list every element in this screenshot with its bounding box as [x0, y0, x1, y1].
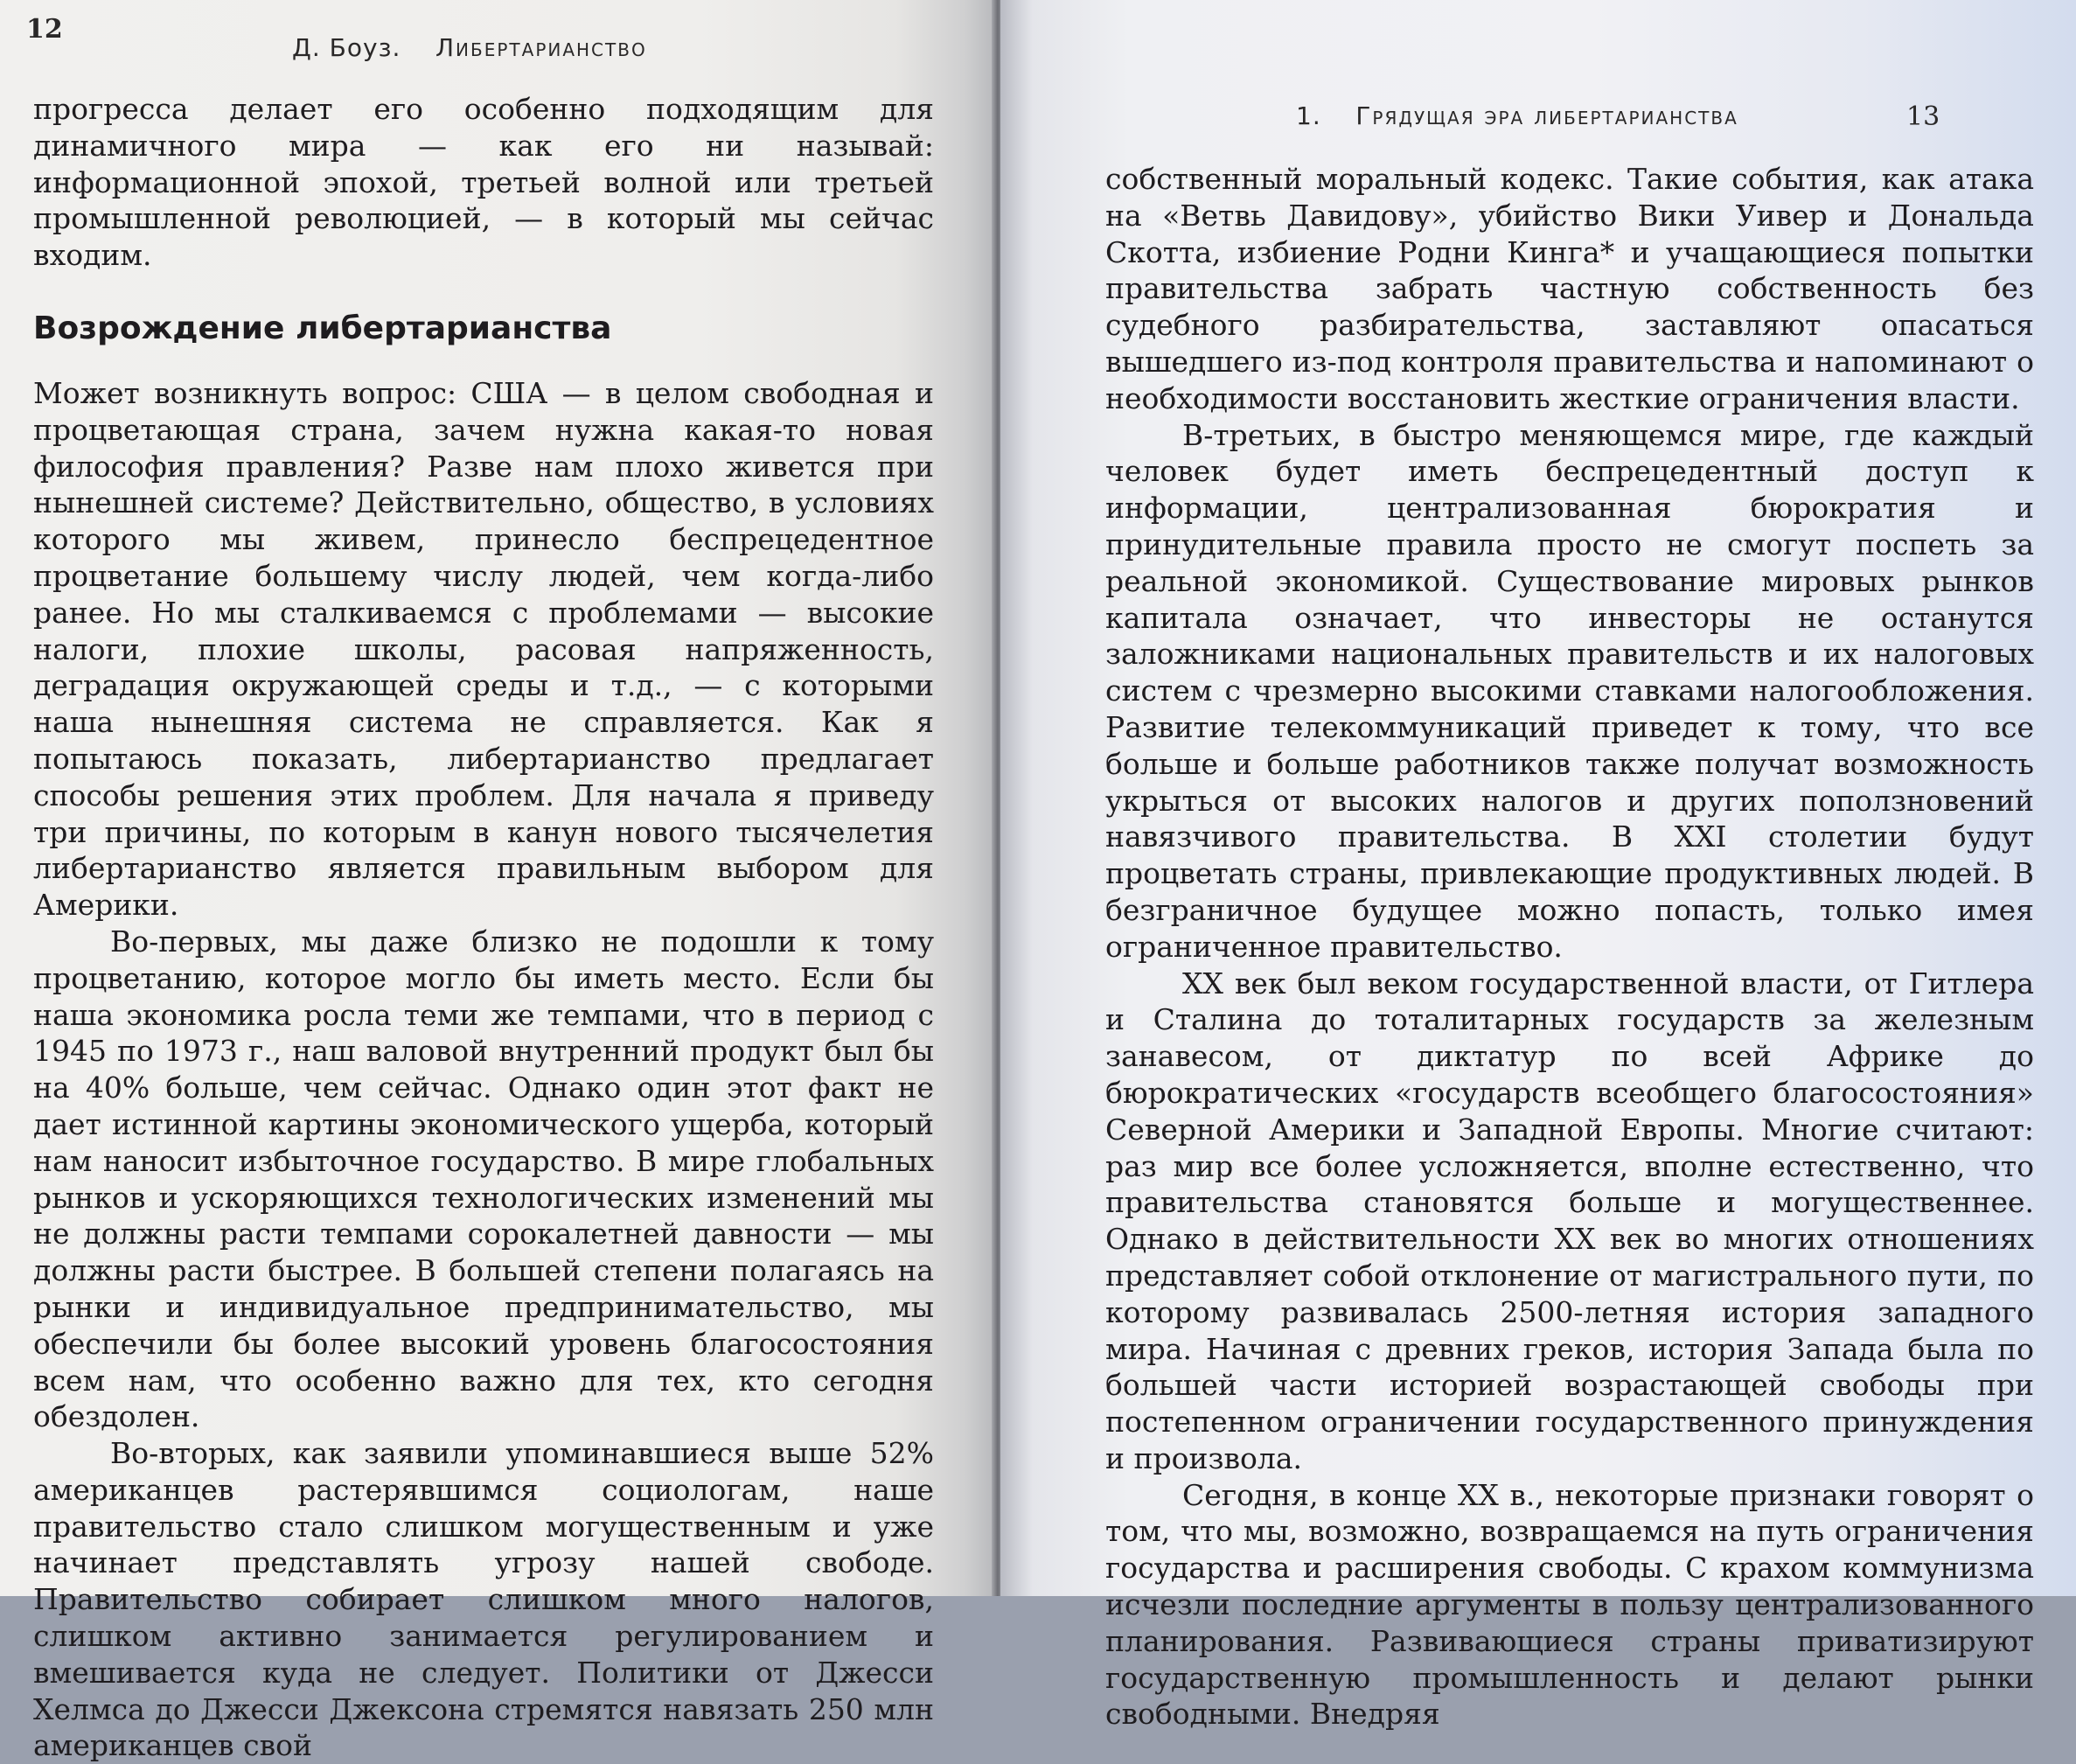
continued-paragraph: собственный моральный кодекс. Такие события, как атака на «Ветвь Давидову», убийство Вики Уивер и Дональда Скотта, избиение Родни Кинга* и учащающиеся попытки правительства забрать частную собственность без судебного разбирательства, заставляют опасаться вышедшего из-под контроля правительства и напоминают о необходимости восстановить жесткие ограничения власти. — [1105, 162, 2034, 415]
right-page-body — [1105, 161, 2034, 1733]
paragraph: Может возникнуть вопрос: США — в целом свободная и процветающая страна, зачем нужна какая-то новая философия правления? Разве нам плохо живется при нынешней системе? Действительно, общество, в условиях которого мы живем, принесло беспрецедентное процветание большему числу людей, чем когда-либо ранее. Но мы сталкиваемся с проблемами — высокие налоги, плохие школы, расовая напряженность, деградация окружающей среды и т.д., — с которыми наша нынешняя система не справляется. Как я попытаюсь показать, либертарианство предлагает способы решения этих проблем. Для начала я приведу три причины, по которым в канун нового тысячелетия либертарианство является правильным выбором для Америки. — [33, 375, 934, 923]
running-head-author: Д. Боуз. — [292, 33, 401, 62]
paragraph: В-третьих, в быстро меняющемся мире, где каждый человек будет иметь беспрецедентный доступ к информации, централизованная бюрократия и принудительные правила просто не смогут поспеть за реальной экономикой. Существование мировых рынков капитала означает, что инвесторы не останутся заложниками национальных правительств и их налоговых систем с чрезмерно высокими ставками налогообложения. Развитие телекоммуникаций приведет к тому, что все больше и больше работников также получат возможность укрыться от высоких налогов и других поползновений навязчивого правительства. В XXI столетии будут процветать страны, привлекающие продуктивных людей. В безграничное будущее можно попасть, только имея ограниченное правительство. — [1105, 417, 2034, 964]
continued-paragraph: прогресса делает его особенно подходящим для динамичного мира — как его ни называй: информационной эпохой, третьей волной или третьей промышленной революцией, — в который мы сейчас входим. — [33, 92, 934, 273]
page-number: 13 — [1906, 101, 1940, 132]
running-head — [292, 33, 647, 62]
right-page — [1000, 0, 2076, 1732]
left-page-body — [33, 91, 934, 1764]
paragraph: Во-вторых, как заявили упоминавшиеся выше 52% американцев растерявшимся социологам, наше правительство стало слишком могущественным и уже начинает представлять угрозу нашей свободе. Правительство собирает слишком много налогов, слишком активно занимается регулированием и вмешивается куда не следует. Политики от Джесси Хелмса до Джесси Джексона стремятся навязать 250 млн американцев свой — [33, 1436, 934, 1763]
paragraph: Во-первых, мы даже близко не подошли к тому процветанию, которое могло бы иметь место. Если бы наша экономика росла теми же темпами, что в период с 1945 по 1973 г., наш валовой внутренний продукт был бы на 40% больше, чем сейчас. Однако один этот факт не дает истинной картины экономического ущерба, который нам наносит избыточное государство. В мире глобальных рынков и ускоряющихся технологических изменений мы не должны расти темпами сорокалетней давности — мы должны расти быстрее. В большей степени полагаясь на рынки и индивидуальное предпринимательство, мы обеспечили бы более высокий уровень благосостояния всем нам, что особенно важно для тех, кто сегодня обездолен. — [33, 924, 934, 1434]
paragraph: Сегодня, в конце XX в., некоторые признаки говорят о том, что мы, возможно, возвращаемся на путь ограничения государства и расширения свободы. С крахом коммунизма исчезли последние аргументы в пользу централизованного планирования. Развивающиеся страны приватизируют государственную промышленность и делают рынки свободными. Внедряя — [1105, 1477, 2034, 1732]
running-head-title: Грядущая эра либертарианства — [1355, 101, 1738, 130]
running-head-chapter: 1. — [1296, 101, 1321, 130]
section-heading: Возрождение либертарианства — [33, 310, 612, 346]
running-head-title: Либертарианство — [435, 33, 647, 62]
page-number: 12 — [26, 14, 63, 45]
paragraph: XX век был веком государственной власти, от Гитлера и Сталина до тоталитарных государств за железным занавесом, от диктатур по всей Африке до бюрократических «государств всеобщего благосостояния» Северной Америки и Западной Европы. Многие считают: раз мир все более усложняется, вполне естественно, что правительства становятся больше и могущественнее. Однако в действительности XX век во многих отношениях представляет собой отклонение от магистрального пути, по которому развивалась 2500-летняя история западного мира. Начиная с древних греков, история Запада была по большей части историей возрастающей свободы при постепенном ограничении государственного принуждения и произвола. — [1105, 966, 2034, 1475]
running-head — [1296, 101, 1738, 130]
left-page — [0, 0, 995, 1763]
